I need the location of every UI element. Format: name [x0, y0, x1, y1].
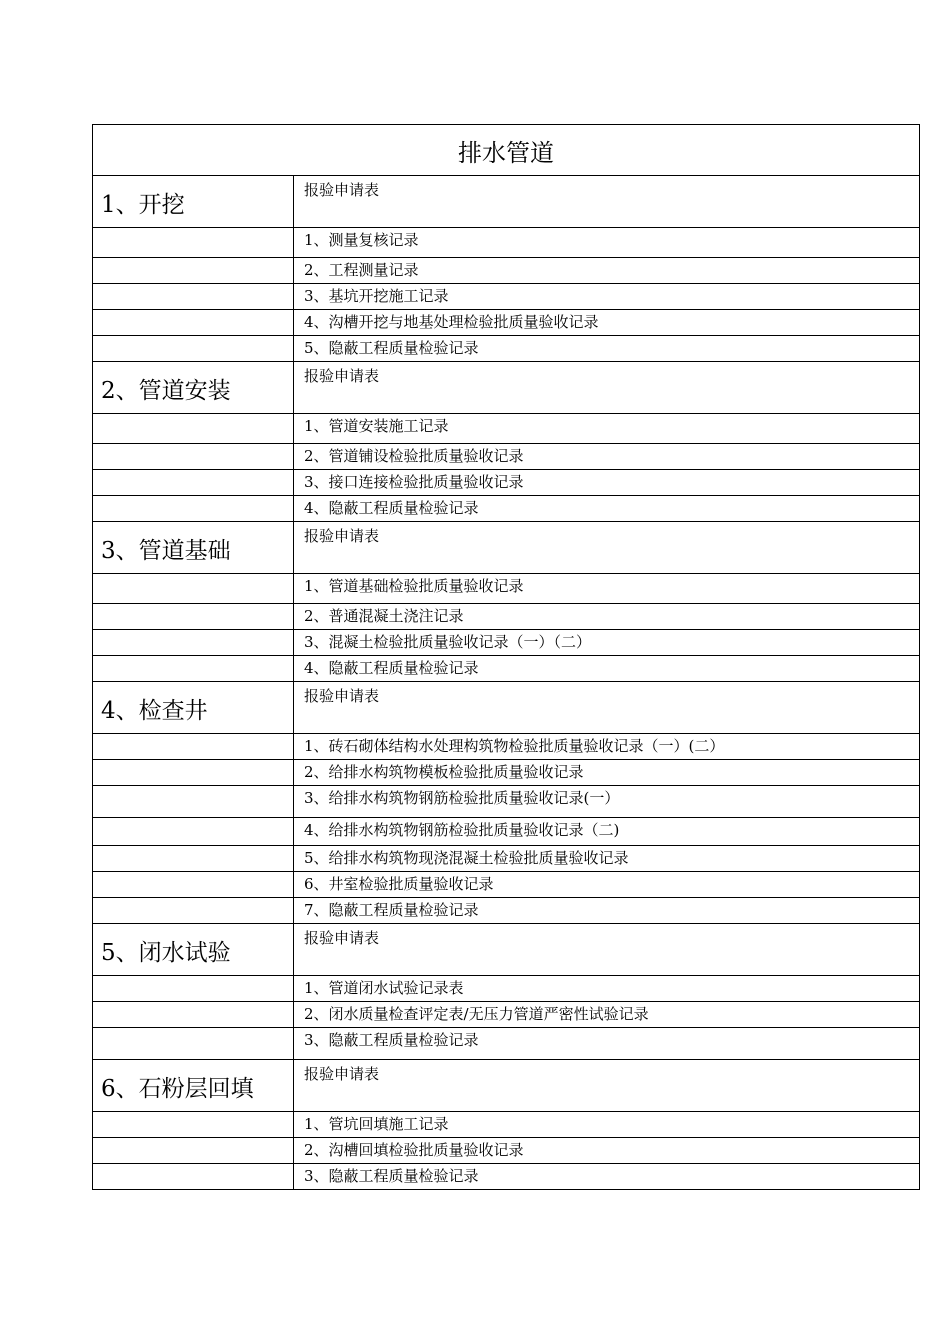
- empty-cell: [93, 872, 294, 898]
- section-row: [93, 1060, 920, 1112]
- empty-cell: [93, 786, 294, 818]
- record-row: [93, 336, 920, 362]
- empty-cell: [93, 1164, 294, 1190]
- empty-cell: [93, 630, 294, 656]
- section-heading: 5、闭水试验: [93, 924, 294, 976]
- request-form-label: 报验申请表: [294, 682, 920, 734]
- section-row: [93, 522, 920, 574]
- empty-cell: [93, 414, 294, 444]
- record-item: 3、隐蔽工程质量检验记录: [294, 1028, 920, 1060]
- title-row: [93, 125, 920, 176]
- record-row: [93, 1002, 920, 1028]
- empty-cell: [93, 898, 294, 924]
- record-table: [92, 124, 920, 1190]
- record-row: [93, 976, 920, 1002]
- record-row: [93, 574, 920, 604]
- record-row: [93, 604, 920, 630]
- record-item: 3、给排水构筑物钢筋检验批质量验收记录(一）: [294, 786, 920, 818]
- section-row: [93, 924, 920, 976]
- request-form-label: 报验申请表: [294, 362, 920, 414]
- table-title: 排水管道: [93, 125, 920, 176]
- record-row: [93, 734, 920, 760]
- empty-cell: [93, 1028, 294, 1060]
- empty-cell: [93, 574, 294, 604]
- record-row: [93, 846, 920, 872]
- empty-cell: [93, 310, 294, 336]
- record-item: 2、闭水质量检查评定表/无压力管道严密性试验记录: [294, 1002, 920, 1028]
- record-item: 5、给排水构筑物现浇混凝土检验批质量验收记录: [294, 846, 920, 872]
- empty-cell: [93, 258, 294, 284]
- record-item: 1、砖石砌体结构水处理构筑物检验批质量验收记录（一）(二）: [294, 734, 920, 760]
- record-item: 4、给排水构筑物钢筋检验批质量验收记录（二): [294, 818, 920, 846]
- record-item: 4、隐蔽工程质量检验记录: [294, 656, 920, 682]
- record-row: [93, 258, 920, 284]
- record-row: [93, 630, 920, 656]
- empty-cell: [93, 1112, 294, 1138]
- empty-cell: [93, 1002, 294, 1028]
- record-row: [93, 898, 920, 924]
- request-form-label: 报验申请表: [294, 176, 920, 228]
- empty-cell: [93, 656, 294, 682]
- record-row: [93, 1138, 920, 1164]
- request-form-label: 报验申请表: [294, 924, 920, 976]
- record-item: 3、基坑开挖施工记录: [294, 284, 920, 310]
- record-item: 6、井室检验批质量验收记录: [294, 872, 920, 898]
- empty-cell: [93, 818, 294, 846]
- record-row: [93, 1164, 920, 1190]
- record-item: 1、管道基础检验批质量验收记录: [294, 574, 920, 604]
- section-heading: 4、检查井: [93, 682, 294, 734]
- section-heading: 2、管道安装: [93, 362, 294, 414]
- record-item: 2、沟槽回填检验批质量验收记录: [294, 1138, 920, 1164]
- record-item: 2、普通混凝土浇注记录: [294, 604, 920, 630]
- record-item: 4、隐蔽工程质量检验记录: [294, 496, 920, 522]
- record-row: [93, 818, 920, 846]
- record-item: 1、管道闭水试验记录表: [294, 976, 920, 1002]
- record-item: 1、管道安装施工记录: [294, 414, 920, 444]
- empty-cell: [93, 470, 294, 496]
- section-row: [93, 682, 920, 734]
- record-item: 2、管道铺设检验批质量验收记录: [294, 444, 920, 470]
- record-item: 1、管坑回填施工记录: [294, 1112, 920, 1138]
- section-row: [93, 362, 920, 414]
- record-item: 3、隐蔽工程质量检验记录: [294, 1164, 920, 1190]
- request-form-label: 报验申请表: [294, 522, 920, 574]
- record-row: [93, 656, 920, 682]
- record-item: 2、给排水构筑物模板检验批质量验收记录: [294, 760, 920, 786]
- empty-cell: [93, 444, 294, 470]
- record-item: 3、接口连接检验批质量验收记录: [294, 470, 920, 496]
- record-row: [93, 496, 920, 522]
- empty-cell: [93, 734, 294, 760]
- record-row: [93, 444, 920, 470]
- empty-cell: [93, 760, 294, 786]
- record-row: [93, 872, 920, 898]
- record-row: [93, 228, 920, 258]
- record-row: [93, 1112, 920, 1138]
- record-row: [93, 284, 920, 310]
- record-item: 1、测量复核记录: [294, 228, 920, 258]
- record-row: [93, 414, 920, 444]
- section-heading: 1、开挖: [93, 176, 294, 228]
- empty-cell: [93, 228, 294, 258]
- record-row: [93, 786, 920, 818]
- section-heading: 3、管道基础: [93, 522, 294, 574]
- request-form-label: 报验申请表: [294, 1060, 920, 1112]
- empty-cell: [93, 1138, 294, 1164]
- empty-cell: [93, 284, 294, 310]
- empty-cell: [93, 336, 294, 362]
- section-heading: 6、石粉层回填: [93, 1060, 294, 1112]
- record-item: 3、混凝土检验批质量验收记录（一）（二）: [294, 630, 920, 656]
- record-item: 2、工程测量记录: [294, 258, 920, 284]
- record-row: [93, 310, 920, 336]
- empty-cell: [93, 976, 294, 1002]
- empty-cell: [93, 496, 294, 522]
- record-row: [93, 760, 920, 786]
- record-item: 4、沟槽开挖与地基处理检验批质量验收记录: [294, 310, 920, 336]
- empty-cell: [93, 604, 294, 630]
- record-item: 7、隐蔽工程质量检验记录: [294, 898, 920, 924]
- record-row: [93, 470, 920, 496]
- record-table-body: [93, 125, 920, 1190]
- record-row: [93, 1028, 920, 1060]
- section-row: [93, 176, 920, 228]
- empty-cell: [93, 846, 294, 872]
- record-item: 5、隐蔽工程质量检验记录: [294, 336, 920, 362]
